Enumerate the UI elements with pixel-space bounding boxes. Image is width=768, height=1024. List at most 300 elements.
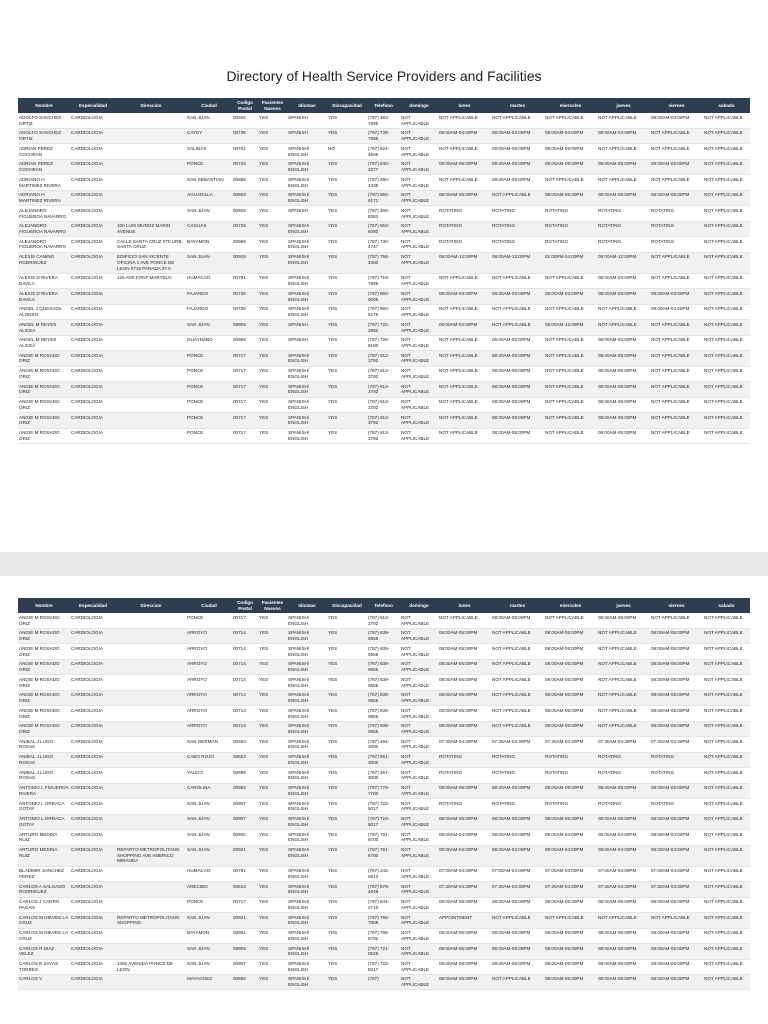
table-cell: NOT APPLICABLE xyxy=(650,913,703,928)
table-row xyxy=(18,659,750,674)
page-title: Directory of Health Service Providers and Facilities xyxy=(226,68,542,84)
table-cell: 08:00AM-05:00PM xyxy=(491,351,544,366)
table-cell: NOT APPLICABLE xyxy=(544,175,597,190)
table-cell: 08:00AM-05:00PM xyxy=(491,397,544,412)
column-header: Direccion xyxy=(116,98,186,113)
table-cell: NOT APPLICABLE xyxy=(400,737,438,752)
table-cell: NOT APPLICABLE xyxy=(597,113,650,128)
providers-table-1 xyxy=(18,98,750,444)
table-cell: NOT APPLICABLE xyxy=(544,913,597,928)
table-cell: (787) 840-2277 xyxy=(367,159,400,174)
table-row xyxy=(18,706,750,721)
providers-table-2 xyxy=(18,598,750,990)
table-cell: NOT APPLICABLE xyxy=(703,221,750,236)
table-cell: ROTATING xyxy=(650,237,703,252)
table-row xyxy=(18,768,750,783)
table-header-row xyxy=(18,98,750,113)
table-cell: SPANISH/ ENGLISH xyxy=(287,252,327,273)
table-cell: NOT APPLICABLE xyxy=(544,113,597,128)
table-cell: SPANISH xyxy=(287,320,327,335)
table-cell: YES xyxy=(258,351,287,366)
table-cell: 08:00AM-05:00PM xyxy=(544,897,597,912)
table-cell: SAN SEBASTIAN xyxy=(186,175,232,190)
table-cell: SPANISH/ ENGLISH xyxy=(287,897,327,912)
table-cell: SPANISH/ ENGLISH xyxy=(287,974,327,989)
table-cell: NOT APPLICABLE xyxy=(703,320,750,335)
table-cell: NOT APPLICABLE xyxy=(400,974,438,989)
table-cell: YES xyxy=(258,221,287,236)
table-cell: NOT APPLICABLE xyxy=(491,190,544,205)
column-header: Pacientes Nuevos xyxy=(258,598,287,613)
table-cell: 08:00AM-05:00PM xyxy=(438,190,491,205)
table-cell: NOT APPLICABLE xyxy=(703,721,750,736)
table-row xyxy=(18,944,750,959)
table-cell: 08:00AM-05:00PM xyxy=(491,428,544,443)
table-cell: NOT APPLICABLE xyxy=(491,320,544,335)
table-cell: YES xyxy=(258,397,287,412)
table-cell: ANIBAL J LUGO ROSAS xyxy=(18,752,70,767)
table-cell: CARDIOLOGIA xyxy=(70,659,116,674)
table-cell: 09:00AM-04:00PM xyxy=(491,830,544,845)
table-cell: 08:00AM-06:00PM xyxy=(650,959,703,974)
column-header: Especialidad xyxy=(70,598,116,613)
table-row xyxy=(18,866,750,881)
table-cell: NOT APPLICABLE xyxy=(491,721,544,736)
table-cell: 08:00AM-06:00PM xyxy=(491,959,544,974)
table-cell: CARDIOLOGIA xyxy=(70,159,116,174)
table-cell: 08:00AM-05:00PM xyxy=(597,190,650,205)
table-cell: CARDIOLOGIA xyxy=(70,897,116,912)
table-cell: YES xyxy=(258,644,287,659)
table-cell: 08:00AM-03:00PM xyxy=(491,289,544,304)
table-cell: ANTONIO L FIGUEROA RIVERA xyxy=(18,783,70,798)
table-cell: SPANISH/ ENGLISH xyxy=(287,304,327,319)
table-cell: YES xyxy=(258,799,287,814)
table-cell: ROTATING xyxy=(438,768,491,783)
table-cell: BAYAMON xyxy=(186,237,232,252)
table-cell xyxy=(116,768,186,783)
table-cell: YES xyxy=(327,128,367,143)
table-cell: 08:00AM-05:00PM xyxy=(650,897,703,912)
table-cell: 08:00AM-05:00PM xyxy=(491,175,544,190)
table-cell: CARDIOLOGIA xyxy=(70,382,116,397)
table-cell: CARDIOLOGIA xyxy=(70,830,116,845)
table-cell: NOT APPLICABLE xyxy=(438,351,491,366)
table-cell: 08:00AM-03:00PM xyxy=(650,289,703,304)
table-cell: SPANISH/ ENGLISH xyxy=(287,221,327,236)
table-cell: NOT APPLICABLE xyxy=(438,397,491,412)
table-cell: 00918 xyxy=(232,252,258,273)
table-cell: ROTATING xyxy=(491,752,544,767)
column-header: domingo xyxy=(400,598,438,613)
table-cell: 09:00AM-04:00PM xyxy=(597,830,650,845)
table-cell: 07:30AM-04:30PM xyxy=(438,737,491,752)
table-cell: 08:00AM-04:00PM xyxy=(544,128,597,143)
table-cell: YES xyxy=(258,144,287,159)
table-cell: YES xyxy=(258,190,287,205)
table-cell: SAN JUAN xyxy=(186,320,232,335)
table-cell: 00969 xyxy=(232,335,258,350)
table-cell: 08:00AM-05:00PM xyxy=(438,897,491,912)
table-cell: YES xyxy=(327,366,367,381)
table-cell: (787) 264-3000 xyxy=(367,737,400,752)
table-cell: SAN JUAN xyxy=(186,252,232,273)
table-cell: CARDIOLOGIA xyxy=(70,221,116,236)
table-cell: (787) 740-4747 xyxy=(367,237,400,252)
table-cell: CARDIOLOGIA xyxy=(70,206,116,221)
table-cell: 08:00AM-05:00PM xyxy=(597,428,650,443)
table-cell: NOT APPLICABLE xyxy=(650,144,703,159)
table-cell: NOT APPLICABLE xyxy=(438,335,491,350)
table-cell: PONCE xyxy=(186,397,232,412)
table-cell: CARLOS R DIAZ VELEZ xyxy=(18,944,70,959)
table-cell: NOT APPLICABLE xyxy=(544,304,597,319)
table-cell: SPANISH xyxy=(287,128,327,143)
table-cell xyxy=(116,974,186,989)
table-cell: 00717 xyxy=(232,613,258,628)
table-cell: 00961 xyxy=(232,928,258,943)
table-cell: NO xyxy=(327,144,367,159)
table-cell: NOT APPLICABLE xyxy=(544,351,597,366)
table-cell: (787) 813-3792 xyxy=(367,428,400,443)
table-cell: SPANISH xyxy=(287,335,327,350)
table-cell: NOT APPLICABLE xyxy=(703,959,750,974)
table-cell: YES xyxy=(258,304,287,319)
table-cell: 00791 xyxy=(232,273,258,288)
table-cell: NOT APPLICABLE xyxy=(400,675,438,690)
table-cell: 08:00AM-05:00PM xyxy=(544,944,597,959)
table-cell: CARDIOLOGIA xyxy=(70,304,116,319)
table-cell: YES xyxy=(327,382,367,397)
table-cell: ROTATING xyxy=(597,237,650,252)
table-cell: YES xyxy=(258,845,287,866)
table-cell: YES xyxy=(258,913,287,928)
table-cell: 09:00AM-05:00PM xyxy=(597,159,650,174)
table-cell: ANGIE M ROSADO ORIZ xyxy=(18,706,70,721)
table-cell: YES xyxy=(327,721,367,736)
table-cell: 06:00AM-02:00PM xyxy=(491,335,544,350)
table-cell: 08:00AM-06:00PM xyxy=(597,959,650,974)
table-cell: CARDIOLOGIA xyxy=(70,289,116,304)
table-row xyxy=(18,304,750,319)
table-cell: 01:00PM-04:00PM xyxy=(544,252,597,273)
table-cell: 00683 xyxy=(232,737,258,752)
table-cell: ALEXIS D RIVERA DAVILA xyxy=(18,289,70,304)
table-cell: NOT APPLICABLE xyxy=(650,128,703,143)
table-cell: ADOLFO SANCHEZ ORTIZ xyxy=(18,113,70,128)
table-cell: PONCE xyxy=(186,159,232,174)
table-cell: CARDIOLOGIA xyxy=(70,113,116,128)
table-body xyxy=(18,613,750,989)
table-cell: NOT APPLICABLE xyxy=(544,273,597,288)
table-cell: SPANISH xyxy=(287,206,327,221)
table-cell: 08:00AM-05:00PM xyxy=(438,928,491,943)
table-cell: 08:00AM-06:00PM xyxy=(544,959,597,974)
table-cell: ANTONIO L ORRACA GOTAY xyxy=(18,814,70,829)
table-cell: SPANISH/ ENGLISH xyxy=(287,613,327,628)
table-cell: ARROYO xyxy=(186,706,232,721)
table-cell: 07:00AM-04:00PM xyxy=(597,866,650,881)
table-cell: (787) 721-0525 xyxy=(367,944,400,959)
table-cell: CARDIOLOGIA xyxy=(70,628,116,643)
column-header: jueves xyxy=(597,98,650,113)
table-cell: 00736 xyxy=(232,128,258,143)
table-cell: 09:00AM-05:00PM xyxy=(491,144,544,159)
table-cell xyxy=(116,882,186,897)
table-row xyxy=(18,644,750,659)
table-cell xyxy=(116,799,186,814)
table-cell: SPANISH/ ENGLISH xyxy=(287,783,327,798)
table-cell: CARDIOLOGIA xyxy=(70,768,116,783)
table-row xyxy=(18,175,750,190)
table-cell: CARDIOLOGIA xyxy=(70,690,116,705)
table-cell: (787) 839-0655 xyxy=(367,690,400,705)
table-cell: NOT APPLICABLE xyxy=(650,335,703,350)
table-cell: ROTATING xyxy=(438,237,491,252)
table-cell: 00717 xyxy=(232,897,258,912)
table-cell: 00733 xyxy=(232,159,258,174)
table-row xyxy=(18,144,750,159)
table-cell: (787) 824-4608 xyxy=(367,144,400,159)
table-cell: PONCE xyxy=(186,428,232,443)
table-cell: NOT APPLICABLE xyxy=(703,783,750,798)
table-cell: YES xyxy=(327,866,367,881)
table-row xyxy=(18,690,750,705)
table-cell: NOT APPLICABLE xyxy=(400,752,438,767)
table-cell: ROTATING xyxy=(650,768,703,783)
table-cell: NOT APPLICABLE xyxy=(400,304,438,319)
table-cell: NOT APPLICABLE xyxy=(400,175,438,190)
column-header: Pacientes Nuevos xyxy=(258,98,287,113)
table-cell: 08:00AM-05:00PM xyxy=(544,814,597,829)
column-header: Discapacidad xyxy=(327,98,367,113)
table-row xyxy=(18,799,750,814)
table-row xyxy=(18,913,750,928)
table-row xyxy=(18,845,750,866)
table-row xyxy=(18,428,750,443)
table-cell: NOT APPLICABLE xyxy=(400,273,438,288)
table-cell: 08:00AM-05:00PM xyxy=(544,783,597,798)
table-cell: NOT APPLICABLE xyxy=(597,628,650,643)
table-cell: 08:00AM-05:00PM xyxy=(597,413,650,428)
table-cell: CARDIOLOGIA xyxy=(70,974,116,989)
table-cell: (787) 882-6171 xyxy=(367,190,400,205)
table-cell: YAUCO xyxy=(186,768,232,783)
table-cell xyxy=(116,428,186,443)
table-cell: SPANISH/ ENGLISH xyxy=(287,144,327,159)
table-cell: ALEJANDRO FIGUEROA NAVARRO xyxy=(18,237,70,252)
table-cell: NOT APPLICABLE xyxy=(703,237,750,252)
table-cell: 00717 xyxy=(232,366,258,381)
table-cell: 00680 xyxy=(232,974,258,989)
table-cell: ANGIE M ROSADO ORIZ xyxy=(18,366,70,381)
table-cell: ANGIE M ROSADO ORIZ xyxy=(18,382,70,397)
table-cell: 00717 xyxy=(232,351,258,366)
table-cell: SAN JUAN xyxy=(186,959,232,974)
table-cell xyxy=(116,397,186,412)
table-row xyxy=(18,206,750,221)
table-cell: 09:00AM-05:00PM xyxy=(544,159,597,174)
table-cell: ANGIE M ROSADO ORIZ xyxy=(18,628,70,643)
table-cell: SPANISH/ ENGLISH xyxy=(287,721,327,736)
table-cell: (787) 267-3000 xyxy=(367,768,400,783)
table-body xyxy=(18,113,750,443)
table-cell: YES xyxy=(258,428,287,443)
table-cell: NOT APPLICABLE xyxy=(703,706,750,721)
table-cell: NOT APPLICABLE xyxy=(703,428,750,443)
table-cell: GUAYNABO xyxy=(186,335,232,350)
document-page-2 xyxy=(0,576,768,1024)
table-cell: SPANISH/ ENGLISH xyxy=(287,366,327,381)
table-cell: YES xyxy=(258,830,287,845)
table-cell: NOT APPLICABLE xyxy=(438,113,491,128)
table-cell: CARDIOLOGIA xyxy=(70,783,116,798)
table-cell: YES xyxy=(258,628,287,643)
table-cell: SAN JUAN xyxy=(186,944,232,959)
table-cell: 00909 xyxy=(232,320,258,335)
column-header: Idiomas xyxy=(287,98,327,113)
table-cell: YES xyxy=(327,814,367,829)
table-cell: YES xyxy=(327,273,367,288)
table-cell: ADOLFO SANCHEZ ORTIZ xyxy=(18,128,70,143)
table-cell: NOT APPLICABLE xyxy=(597,675,650,690)
table-cell: 07:30AM-04:30PM xyxy=(491,882,544,897)
table-cell: 08:00AM-05:00PM xyxy=(491,413,544,428)
table-row xyxy=(18,335,750,350)
table-row xyxy=(18,237,750,252)
table-cell: NOT APPLICABLE xyxy=(650,252,703,273)
table-cell: 08:00AM-05:00PM xyxy=(597,897,650,912)
table-cell: ROTATING xyxy=(597,768,650,783)
table-cell: ARROYO xyxy=(186,659,232,674)
table-cell: NOT APPLICABLE xyxy=(703,944,750,959)
table-cell: NOT APPLICABLE xyxy=(703,814,750,829)
table-cell: 08:00AM-05:00PM xyxy=(491,366,544,381)
table-cell: NOT APPLICABLE xyxy=(400,613,438,628)
table-cell: HUMACAO xyxy=(186,273,232,288)
table-cell: 07:00AM-04:00PM xyxy=(491,866,544,881)
table-cell: NOT APPLICABLE xyxy=(703,273,750,288)
table-row xyxy=(18,830,750,845)
table-cell: CARDIOLOGIA xyxy=(70,644,116,659)
table-cell: NOT APPLICABLE xyxy=(400,768,438,783)
table-cell: CARDIOLOGIA xyxy=(70,944,116,959)
table-row xyxy=(18,273,750,288)
table-cell: 08:00AM-05:00PM xyxy=(438,814,491,829)
table-cell xyxy=(116,144,186,159)
table-cell: 09:00AM-12:00PM xyxy=(491,252,544,273)
table-cell: ADRIANO H MARTINEZ RIVERA xyxy=(18,190,70,205)
table-cell: ROTATING xyxy=(438,752,491,767)
column-header: sabado xyxy=(703,598,750,613)
table-cell: 08:00AM-05:00PM xyxy=(438,721,491,736)
table-cell: NOT APPLICABLE xyxy=(597,659,650,674)
table-cell: ROTATING xyxy=(438,221,491,236)
table-cell: 07:30AM-04:30PM xyxy=(597,882,650,897)
column-header: miercoles xyxy=(544,598,597,613)
table-cell: ROTATING xyxy=(597,221,650,236)
table-cell: 09:00AM-04:00PM xyxy=(544,845,597,866)
table-cell: ROTATING xyxy=(650,206,703,221)
table-cell: 08:00AM-05:00PM xyxy=(491,613,544,628)
table-cell: YES xyxy=(258,768,287,783)
table-cell: 07:00AM-04:00PM xyxy=(650,866,703,881)
table-cell: YES xyxy=(258,659,287,674)
table-cell: NOT APPLICABLE xyxy=(544,335,597,350)
table-cell: FAJARDO xyxy=(186,304,232,319)
table-cell: 08:00AM-05:00PM xyxy=(544,706,597,721)
table-cell xyxy=(116,897,186,912)
table-cell: 00714 xyxy=(232,644,258,659)
table-cell: YES xyxy=(327,799,367,814)
table-cell: 00698 xyxy=(232,768,258,783)
table-cell: NOT APPLICABLE xyxy=(400,882,438,897)
table-cell: YES xyxy=(327,737,367,752)
table-row xyxy=(18,113,750,128)
table-cell: 07:30AM-04:30PM xyxy=(438,882,491,897)
table-cell: NOT APPLICABLE xyxy=(650,613,703,628)
table-cell: NOT APPLICABLE xyxy=(400,382,438,397)
table-cell: SPANISH/ ENGLISH xyxy=(287,428,327,443)
table-cell: 09:00AM-12:00PM xyxy=(438,252,491,273)
table-cell: ANGIE M ROSADO ORIZ xyxy=(18,428,70,443)
table-cell xyxy=(116,644,186,659)
table-cell: 126 AVE FONT MARTELO xyxy=(116,273,186,288)
table-cell: CARDIOLOGIA xyxy=(70,799,116,814)
table-cell: YES xyxy=(258,928,287,943)
table-cell: NOT APPLICABLE xyxy=(703,113,750,128)
table-cell: CAYEY xyxy=(186,128,232,143)
column-header: Codigo Postal xyxy=(232,598,258,613)
table-cell: (787) 722-2992 xyxy=(367,320,400,335)
column-header: Especialidad xyxy=(70,98,116,113)
table-cell: YES xyxy=(327,897,367,912)
table-cell: 09:00AM-04:00PM xyxy=(438,845,491,866)
table-row xyxy=(18,882,750,897)
table-cell xyxy=(116,721,186,736)
table-cell: NOT APPLICABLE xyxy=(703,175,750,190)
table-row xyxy=(18,721,750,736)
table-cell: 06:00AM-02:00PM xyxy=(438,320,491,335)
table-cell: YES xyxy=(258,113,287,128)
table-cell: 00717 xyxy=(232,413,258,428)
table-cell: NOT APPLICABLE xyxy=(597,690,650,705)
table-cell: NOT APPLICABLE xyxy=(544,428,597,443)
column-header: Ciudad xyxy=(186,98,232,113)
table-cell: YES xyxy=(327,628,367,643)
table-cell: PONCE xyxy=(186,413,232,428)
table-cell: ANGIE M ROSADO ORIZ xyxy=(18,675,70,690)
column-header: sabado xyxy=(703,98,750,113)
column-header: Codigo Postal xyxy=(232,98,258,113)
table-cell: CARDIOLOGIA xyxy=(70,675,116,690)
table-cell: 08:00AM-05:00PM xyxy=(650,944,703,959)
table-cell: NOT APPLICABLE xyxy=(438,144,491,159)
table-cell: SAN JUAN xyxy=(186,845,232,866)
table-cell: NOT APPLICABLE xyxy=(544,397,597,412)
table-cell: REPARTO METROPOLITANO SHOPPING AVE AMERICO MIRANDA xyxy=(116,845,186,866)
table-cell: NOT APPLICABLE xyxy=(650,413,703,428)
table-cell: 07:30AM-04:30PM xyxy=(650,882,703,897)
table-cell: NOT APPLICABLE xyxy=(491,974,544,989)
table-cell: 08:00AM-05:00PM xyxy=(544,190,597,205)
table-cell: ROTATING xyxy=(491,221,544,236)
table-cell: NOT APPLICABLE xyxy=(703,913,750,928)
table-cell: ARROYO xyxy=(186,690,232,705)
table-cell: NOT APPLICABLE xyxy=(400,252,438,273)
table-cell: NOT APPLICABLE xyxy=(703,882,750,897)
table-cell: 09:00AM-04:00PM xyxy=(544,830,597,845)
